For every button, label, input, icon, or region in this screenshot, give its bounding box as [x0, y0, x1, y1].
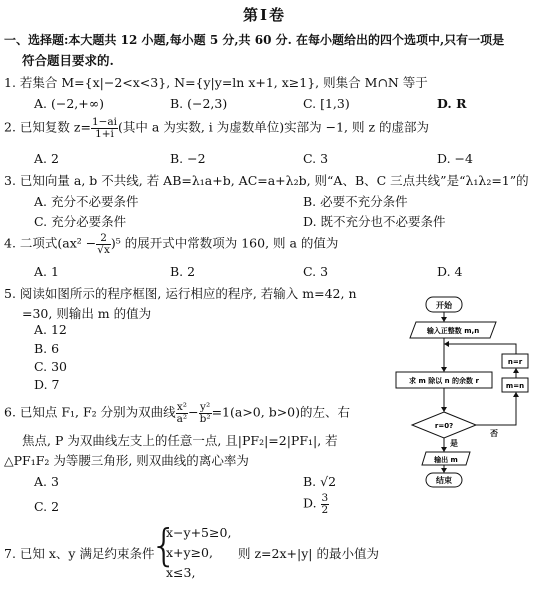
q7-brace: {: [150, 520, 178, 571]
fc-end-label: 结束: [436, 476, 452, 485]
q5-option-c: C. 30: [34, 359, 67, 374]
q1-option-b: B. (−2,3): [170, 96, 228, 111]
q6-den2: b²: [199, 412, 211, 425]
q6-num1: x²: [176, 401, 187, 413]
q4-denominator: √x: [97, 243, 110, 256]
q6-stem-line1: [4, 402, 350, 424]
q4-fraction: [96, 233, 111, 255]
fc-start-label: 开始: [436, 301, 452, 310]
q2-numerator: 1−ai: [91, 116, 118, 128]
q7-constraint-2: x+y≥0,: [166, 545, 213, 560]
q2-option-d: D. −4: [437, 151, 473, 166]
q1-option-a: A. (−2,+∞): [34, 96, 105, 111]
q6-stem-post: =1(a>0, b>0)的左、右: [211, 404, 351, 420]
q3-option-c: C. 充分必要条件: [34, 214, 127, 229]
q6-option-d-label: D.: [303, 495, 317, 511]
instruction-line2: 符合题目要求的.: [22, 53, 114, 68]
q2-option-b: B. −2: [170, 151, 206, 166]
q6-num2: y²: [200, 401, 211, 413]
q1-option-c: C. [1,3): [303, 96, 350, 111]
q2-stem-pre: 2. 已知复数 z=: [4, 119, 91, 135]
fc-output-label: 输出 m: [434, 456, 458, 464]
q5-option-d: D. 7: [34, 377, 60, 392]
q2-option-c: C. 3: [303, 151, 329, 166]
fc-yes-label: 是: [450, 439, 458, 448]
q5-option-b: B. 6: [34, 341, 60, 356]
q6-fraction-y: [199, 402, 212, 424]
section-title: 第Ⅰ卷: [243, 6, 287, 24]
q6-option-d-num: 3: [321, 492, 329, 504]
q6-option-d: [303, 493, 329, 515]
q3-option-a: A. 充分不必要条件: [34, 194, 139, 209]
q4-stem: [4, 233, 338, 255]
q7-stem-post: 则 z=2x+|y| 的最小值为: [238, 546, 379, 561]
q4-option-c: C. 3: [303, 264, 329, 279]
q1-stem: 1. 若集合 M={x|−2<x<3}, N={y|y=ln x+1, x≥1}, 则集合 M∩N 等于: [4, 75, 428, 90]
q6-option-c: C. 2: [34, 499, 60, 514]
q4-option-b: B. 2: [170, 264, 196, 279]
q2-stem: [4, 117, 429, 139]
fc-m-eq-n-label: m=n: [505, 382, 525, 390]
q6-fraction-x: [176, 402, 188, 424]
q6-den1: a²: [176, 412, 188, 425]
fc-remainder-label: 求 m 除以 n 的余数 r: [409, 377, 479, 385]
q4-option-a: A. 1: [34, 264, 59, 279]
q4-stem-post: )⁵ 的展开式中常数项为 160, 则 a 的值为: [110, 235, 339, 251]
q6-stem-line2: 焦点, P 为双曲线左支上的任意一点, 且|PF₂|=2|PF₁|, 若: [22, 433, 338, 448]
q7-constraint-1: x−y+5≥0,: [166, 525, 232, 540]
q2-fraction: [91, 117, 118, 139]
q4-stem-pre: 4. 二项式(ax² −: [4, 235, 97, 251]
q6-minus: −: [188, 404, 199, 420]
q4-numerator: 2: [96, 233, 111, 245]
q7-constraint-3: x≤3,: [166, 565, 196, 580]
q5-stem-line1: 5. 阅读如图所示的程序框图, 运行相应的程序, 若输入 m=42, n: [4, 286, 357, 301]
q2-stem-post: (其中 a 为实数, i 为虚数单位)实部为 −1, 则 z 的虚部为: [118, 119, 429, 135]
fc-no-label: 否: [490, 429, 498, 438]
q6-option-b: B. √2: [303, 474, 337, 489]
q5-option-a: A. 12: [34, 322, 67, 337]
q4-option-d: D. 4: [437, 264, 463, 279]
q2-option-a: A. 2: [34, 151, 59, 166]
instruction-line1: 一、选择题:本大题共 12 小题,每小题 5 分,共 60 分. 在每小题给出的四个选项中,只有一项是: [4, 33, 505, 47]
q2-denominator: 1+i: [95, 127, 114, 140]
q6-option-d-den: 2: [321, 503, 329, 516]
q6-stem-line3: △PF₁F₂ 为等腰三角形, 则双曲线的离心率为: [4, 453, 249, 468]
fc-decision-label: r=0?: [434, 422, 454, 430]
q6-option-d-fraction: [321, 493, 330, 515]
fc-n-eq-r-label: n=r: [507, 358, 523, 366]
q1-option-d: D. R: [437, 96, 467, 111]
flowchart: [390, 294, 530, 490]
q7-stem-pre: 7. 已知 x、y 满足约束条件: [4, 546, 155, 561]
q3-option-b: B. 必要不充分条件: [303, 194, 408, 209]
q6-option-a: A. 3: [34, 474, 59, 489]
q3-stem: 3. 已知向量 a, b 不共线, 若 AB=λ₁a+b, AC=a+λ₂b, 则“A、B、C 三点共线”是“λ₁λ₂=1”的: [4, 173, 529, 188]
q6-stem-pre: 6. 已知点 F₁, F₂ 分别为双曲线: [4, 404, 176, 420]
q3-option-d: D. 既不充分也不必要条件: [303, 214, 446, 229]
fc-input-label: 输入正整数 m,n: [426, 327, 480, 335]
q5-stem-line2: =30, 则输出 m 的值为: [22, 306, 152, 321]
